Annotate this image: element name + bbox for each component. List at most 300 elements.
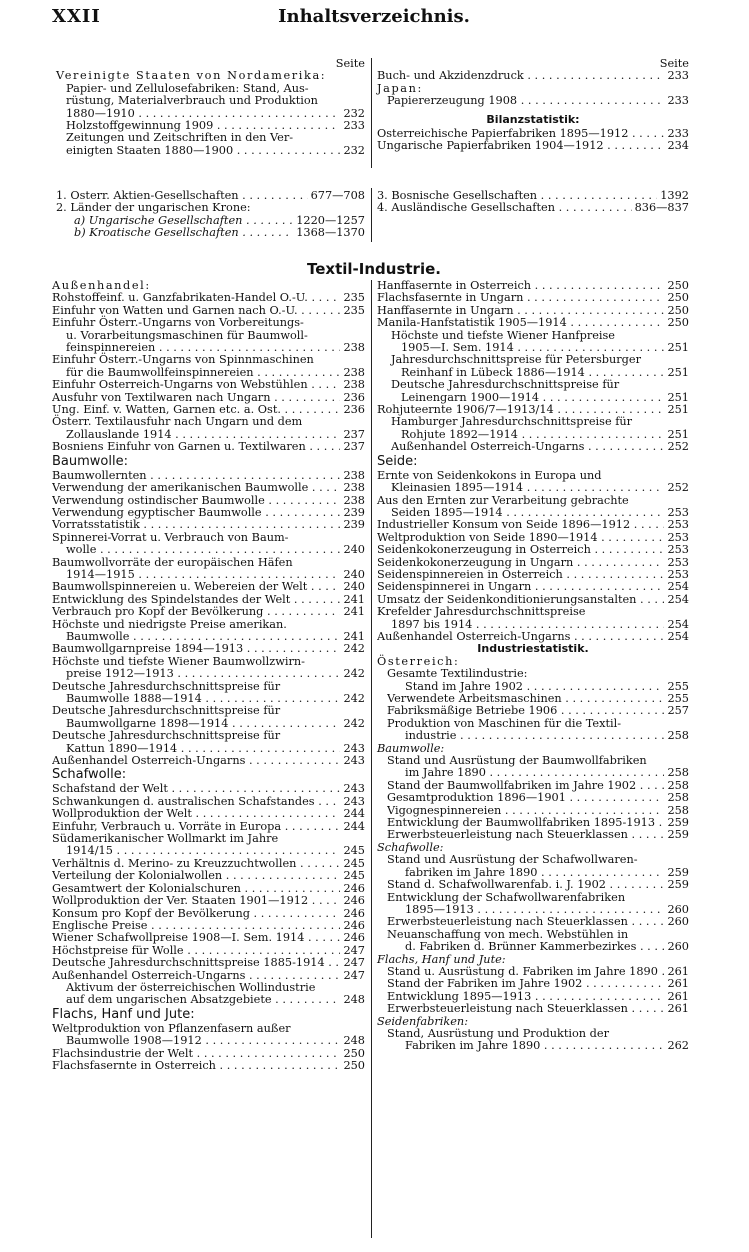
page-ref: 234 [667, 139, 689, 153]
page-ref: 255 [667, 692, 689, 705]
entry-title: Vigognespinnereien . . . [387, 805, 664, 817]
seite-label: Seite [335, 57, 365, 70]
page-number: XXII [52, 6, 101, 27]
entry-title: Ung. Einf. v. Watten, Garnen etc. a. Öst. . . . [52, 404, 340, 416]
page-ref: 260 [667, 902, 689, 916]
page-ref: 248 [343, 1034, 365, 1048]
page-ref: 257 [667, 704, 689, 718]
entry-title: feinspinnereien . . . [66, 342, 340, 354]
entry-title: für die Baumwollfeinspinnereien . . . [66, 367, 340, 379]
entry-title: Rohjuteernte 1906/7—1913/14 . . . [377, 404, 664, 416]
entry-text: Stand und Ausrüstung der Baumwollfabriken [387, 754, 647, 768]
entry-title: Einfuhr Österreich-Ungarns von Webstühlen . . . [52, 379, 340, 391]
entry-title: Rohstoffeinf. u. Ganzfabrikaten-Handel Ö.-U. . . . [52, 292, 340, 304]
page-ref: 238 [343, 493, 365, 507]
entry-title: Ungarische Papierfabriken 1904—1912 . . . [377, 140, 664, 152]
page-ref: 250 [667, 303, 689, 317]
toc-entry [52, 631, 365, 643]
page-ref: 246 [343, 894, 365, 908]
toc-entry [377, 904, 689, 916]
right-column [377, 280, 689, 1053]
entry-title: Verhältnis d. Merino- zu Kreuzzuchtwollen . . . [52, 858, 340, 870]
entry-title: Einfuhr von Watten und Garnen nach Ö.-U. . . . [52, 305, 340, 317]
toc-entry [52, 581, 365, 593]
toc-entry [52, 429, 365, 441]
page-ref: 1220—1257 [296, 213, 365, 227]
column-divider [371, 280, 372, 1238]
entry-text: Hamburger Jahresdurchschnittspreise für [391, 415, 633, 429]
toc-entry [377, 392, 689, 404]
page-ref: 242 [343, 642, 365, 656]
entry-title: Rohjute 1892—1914 . . . [401, 429, 664, 441]
page-ref: 246 [343, 931, 365, 945]
page-ref: 238 [343, 365, 365, 379]
page-ref: 246 [343, 881, 365, 895]
toc-entry [377, 693, 689, 705]
page-ref: 260 [667, 940, 689, 954]
page-ref: 245 [343, 844, 365, 858]
entry-title: Verbrauch pro Kopf der Bevölkerung . . . [52, 606, 340, 618]
page-ref: 250 [667, 279, 689, 292]
page-header [52, 6, 696, 32]
mid-right-block [377, 190, 689, 215]
page-ref: 259 [667, 816, 689, 830]
entry-title: Wollproduktion der Welt . . . [52, 808, 340, 820]
entry-title: Stand d. Schafwollwarenfab. i. J. 1902 . . . [387, 879, 664, 891]
entry-title: 4. Ausländische Gesellschaften . . . [377, 202, 632, 214]
entry-text: u. Vorarbeitungsmaschinen für Baumwoll- [66, 328, 308, 342]
page-ref: 251 [667, 341, 689, 355]
toc-entry [377, 128, 689, 140]
toc-entry [52, 945, 365, 957]
page-ref: 251 [667, 365, 689, 379]
toc-entry [377, 867, 689, 879]
toc-entry [377, 767, 689, 779]
page-ref: 235 [343, 303, 365, 317]
page-ref: 242 [343, 716, 365, 730]
entry-text: Zeitungen und Zeitschriften in den Ver- [66, 131, 294, 145]
toc-entry [52, 783, 365, 795]
entry-title: Gesamtproduktion 1896—1901 . . . [387, 792, 664, 804]
toc-entry [52, 796, 365, 808]
toc-entry [52, 1035, 365, 1047]
entry-text: Südamerikanischer Wollmarkt im Jahre [52, 832, 279, 846]
page-ref: 254 [667, 629, 689, 643]
entry-title: Kleinasien 1895—1914 . . . [391, 482, 664, 494]
toc-entry [377, 482, 689, 494]
entry-title: 1895—1913 . . . [405, 904, 664, 916]
entry-title: Weltproduktion von Seide 1890—1914 . . . [377, 532, 664, 544]
toc-entry [377, 829, 689, 841]
page-ref: 244 [343, 819, 365, 833]
toc-entry [52, 441, 365, 453]
toc-entry [52, 808, 365, 820]
entry-title: fabriken im Jahre 1890 . . . [405, 867, 664, 879]
page-ref: 261 [667, 977, 689, 991]
entry-title: Außenhandel Österreich-Ungarns . . . [377, 631, 664, 643]
page-ref: 243 [343, 782, 365, 796]
entry-text: Krefelder Jahresdurchschnittspreise [377, 605, 586, 619]
entry-title: Flachsfasernte in Österreich . . . [52, 1060, 340, 1072]
entry-title: wolle . . . [66, 544, 340, 556]
subsection-heading: Baumwolle: [52, 453, 128, 469]
seite-label: Seite [659, 57, 689, 70]
entry-title: Wiener Schafwollpreise 1908—I. Sem. 1914 . . . [52, 932, 340, 944]
page-ref: 259 [667, 878, 689, 892]
toc-entry [377, 681, 689, 693]
entry-text: Jahresdurchschnittspreise für Petersburger [391, 353, 641, 367]
toc-entry [52, 755, 365, 767]
toc-entry [52, 606, 365, 618]
entry-text: Deutsche Jahresdurchschnittspreise für [52, 679, 281, 693]
toc-entry [377, 780, 689, 792]
page-ref: 239 [343, 505, 365, 519]
toc-entry [52, 957, 365, 969]
entry-title: d. Fabriken d. Brünner Kammerbezirkes . . . [405, 941, 664, 953]
page-ref: 240 [343, 580, 365, 594]
page-ref: 247 [343, 943, 365, 957]
entry-text: Gesamte Textilindustrie: [387, 667, 528, 681]
page-ref: 233 [667, 127, 689, 141]
entry-text: Österr. Textilausfuhr nach Ungarn und dem [52, 415, 303, 429]
toc-entry [52, 1048, 365, 1060]
entry-title: industrie . . . [405, 730, 664, 742]
page-ref: 245 [343, 869, 365, 883]
entry-title: Baumwolle 1888—1914 . . . [66, 693, 340, 705]
entry-title: Schwankungen d. australischen Schafstandes . . . [52, 796, 340, 808]
left-column [52, 280, 365, 1072]
toc-entry [52, 908, 365, 920]
entry-title: Reinhanf in Lübeck 1886—1914 . . . [401, 367, 664, 379]
page-ref: 247 [343, 956, 365, 970]
category-label: Flachs, Hanf und Jute: [377, 952, 506, 966]
toc-entry [377, 581, 689, 593]
entry-title: Stand u. Ausrüstung d. Fabriken im Jahre 1890 . . . [387, 966, 664, 978]
toc-entry [377, 792, 689, 804]
entry-text: Spinnerei-Vorrat u. Verbrauch von Baum- [52, 530, 289, 544]
entry-text: rüstung, Materialverbrauch und Produktion [66, 94, 318, 108]
toc-entry [377, 619, 689, 631]
top-left-block [56, 58, 365, 157]
section-heading: Österreich: [377, 654, 460, 668]
entry-text: Aktivum der österreichischen Wollindustrie [66, 980, 316, 994]
entry-title: im Jahre 1890 . . . [405, 767, 664, 779]
page-ref: 236 [343, 390, 365, 404]
page-ref: 250 [343, 1058, 365, 1072]
entry-title: Flachsindustrie der Welt . . . [52, 1048, 340, 1060]
entry-title: Baumwollgarnpreise 1894—1913 . . . [52, 643, 340, 655]
page-ref: 232 [343, 106, 365, 120]
entry-title: a) Ungarische Gesellschaften . . . [74, 215, 293, 227]
page-ref: 237 [343, 427, 365, 441]
entry-title: Flachsfasernte in Ungarn . . . [377, 292, 664, 304]
toc-entry [377, 1040, 689, 1052]
toc-entry [377, 966, 689, 978]
page-ref: 242 [343, 667, 365, 681]
entry-title: Höchstpreise für Wolle . . . [52, 945, 340, 957]
toc-entry [52, 292, 365, 304]
entry-title: Konsum pro Kopf der Bevölkerung . . . [52, 908, 340, 920]
entry-title: Einfuhr, Verbrauch u. Vorräte in Europa . . . [52, 821, 340, 833]
entry-title: Holzstoffgewinnung 1909 . . . [66, 120, 340, 132]
page-ref: 254 [667, 580, 689, 594]
page-ref: 243 [343, 794, 365, 808]
toc-entry [52, 569, 365, 581]
page-ref: 243 [343, 741, 365, 755]
page-ref: 240 [343, 543, 365, 557]
page-ref: 238 [343, 481, 365, 495]
page-ref: 251 [667, 390, 689, 404]
entry-title: Entwicklung 1895—1913 . . . [387, 991, 664, 1003]
entry-title: Erwerbsteuerleistung nach Steuerklassen . . . [387, 829, 664, 841]
page-ref: 259 [667, 828, 689, 842]
mid-left-block [56, 190, 365, 240]
page-ref: 262 [667, 1039, 689, 1053]
entry-title: Fabriksmäßige Betriebe 1906 . . . [387, 705, 664, 717]
toc-entry [377, 805, 689, 817]
toc-entry [52, 392, 365, 404]
toc-entry [377, 429, 689, 441]
entry-title: Baumwolle . . . [66, 631, 340, 643]
entry-text: Baumwollvorräte der europäischen Häfen [52, 555, 293, 569]
entry-title: Stand der Fabriken im Jahre 1902 . . . [387, 978, 664, 990]
toc-entry [56, 145, 365, 157]
toc-entry [52, 743, 365, 755]
entry-title: b) Kroatische Gesellschaften . . . [74, 227, 293, 239]
page-ref: 252 [667, 440, 689, 454]
entry-title: 3. Bosnische Gesellschaften . . . [377, 190, 657, 202]
entry-title: Entwicklung der Baumwollfabriken 1895-1913 . . . [387, 817, 664, 829]
toc-entry [52, 643, 365, 655]
entry-title: Seidenkokonerzeugung in Ungarn . . . [377, 557, 664, 569]
page-ref: 836—837 [634, 201, 689, 215]
entry-title: Seidenspinnerei in Ungarn . . . [377, 581, 664, 593]
toc-entry [377, 730, 689, 742]
entry-title: Wollproduktion der Ver. Staaten 1901—1912 . . . [52, 895, 340, 907]
page-ref: 258 [667, 766, 689, 780]
toc-entry [377, 280, 689, 292]
toc-entry [377, 705, 689, 717]
entry-title: 1905—I. Sem. 1914 . . . [401, 342, 664, 354]
entry-title: Manila-Hanfstatistik 1905—1914 . . . [377, 317, 664, 329]
entry-text: 2. Länder der ungarischen Krone: [56, 201, 251, 215]
toc-entry [56, 227, 365, 239]
entry-title: Entwicklung des Spindelstandes der Welt . . . [52, 594, 340, 606]
entry-text: Einfuhr Österr.-Ungarns von Vorbereitungs- [52, 316, 304, 330]
toc-entry [52, 895, 365, 907]
page-ref: 677—708 [310, 189, 365, 202]
page-ref: 247 [343, 968, 365, 982]
page-ref: 253 [667, 530, 689, 544]
page-ref: 246 [343, 918, 365, 932]
toc-entry [377, 532, 689, 544]
toc-entry [52, 920, 365, 932]
toc-entry [52, 544, 365, 556]
toc-entry [377, 95, 689, 107]
page-ref: 245 [343, 856, 365, 870]
page-ref: 261 [667, 1002, 689, 1016]
entry-title: Verteilung der Kolonialwollen . . . [52, 870, 340, 882]
page-ref: 252 [667, 481, 689, 495]
entry-title: Hanffasernte in Ungarn . . . [377, 305, 664, 317]
toc-entry [377, 978, 689, 990]
subsection-heading: Seide: [377, 453, 418, 469]
page-ref: 237 [343, 440, 365, 454]
page-ref: 251 [667, 403, 689, 417]
toc-entry [377, 202, 689, 214]
column-divider [371, 58, 372, 168]
entry-title: Zollauslande 1914 . . . [66, 429, 340, 441]
toc-entry [377, 1003, 689, 1015]
toc-entry [377, 569, 689, 581]
entry-text: Aus den Ernten zur Verarbeitung gebrachte [377, 493, 629, 507]
entry-title: Seidenspinnereien in Österreich . . . [377, 569, 664, 581]
page-ref: 240 [343, 567, 365, 581]
entry-title: 1914/15 . . . [66, 845, 340, 857]
entry-title: Erwerbsteuerleistung nach Steuerklassen . . . [387, 1003, 664, 1015]
entry-title: auf dem ungarischen Absatzgebiete . . . [66, 994, 340, 1006]
toc-entry [377, 305, 689, 317]
entry-title: Englische Preise . . . [52, 920, 340, 932]
entry-title: Seiden 1895—1914 . . . [391, 507, 664, 519]
page-ref: 243 [343, 754, 365, 768]
page-ref: 235 [343, 291, 365, 305]
toc-entry [52, 858, 365, 870]
page-ref: 253 [667, 505, 689, 519]
page-ref: 253 [667, 543, 689, 557]
page-ref: 238 [343, 378, 365, 392]
toc-entry [377, 916, 689, 928]
toc-entry [52, 594, 365, 606]
subsection-heading: Industriestatistik. [477, 642, 589, 656]
column-divider [371, 188, 372, 242]
entry-text: Produktion von Maschinen für die Textil- [387, 716, 622, 730]
toc-entry [377, 941, 689, 953]
page-ref: 253 [667, 518, 689, 532]
entry-title: Stand der Baumwollfabriken im Jahre 1902 . . . [387, 780, 664, 792]
page-ref: 251 [667, 427, 689, 441]
entry-text: Deutsche Jahresdurchschnittspreise für [391, 378, 620, 392]
toc-entry [52, 994, 365, 1006]
entry-title: Stand im Jahre 1902 . . . [405, 681, 664, 693]
toc-entry [377, 70, 689, 82]
entry-title: preise 1912—1913 . . . [66, 668, 340, 680]
page-ref: 250 [667, 291, 689, 305]
page-ref: 260 [667, 915, 689, 929]
page-ref: 253 [667, 567, 689, 581]
page-ref: 255 [667, 679, 689, 693]
page-ref: 254 [667, 617, 689, 631]
entry-title: Verwendung egyptischer Baumwolle . . . [52, 507, 340, 519]
toc-entry [377, 140, 689, 152]
page-ref: 246 [343, 906, 365, 920]
page-ref: 233 [343, 119, 365, 133]
section-heading: Außenhandel: [52, 279, 151, 292]
toc-entry [52, 470, 365, 482]
entry-text: Ernte von Seidenkokons in Europa und [377, 468, 602, 482]
subsection-heading: Schafwolle: [52, 767, 127, 783]
entry-title: Deutsche Jahresdurchschnittspreise 1885-1914 . . . [52, 957, 340, 969]
entry-text: Neuanschaffung von mech. Webstühlen in [387, 927, 629, 941]
entry-title: Umsatz der Seidenkonditionierungsanstalten . . . [377, 594, 664, 606]
entry-title: Verwendung ostindischer Baumwolle . . . [52, 495, 340, 507]
toc-entry [377, 879, 689, 891]
category-label: Schafwolle: [377, 840, 444, 854]
toc-entry [377, 507, 689, 519]
entry-title: Baumwollspinnereien u. Webereien der Welt . . . [52, 581, 340, 593]
top-right-block [377, 58, 689, 153]
page-ref: 261 [667, 964, 689, 978]
entry-text: Stand, Ausrüstung und Produktion der [387, 1026, 609, 1040]
toc-entry [52, 482, 365, 494]
page-ref: 253 [667, 555, 689, 569]
entry-title: Bosniens Einfuhr von Garnen u. Textilwaren . . . [52, 441, 340, 453]
toc-entry [52, 379, 365, 391]
entry-title: 1914—1915 . . . [66, 569, 340, 581]
entry-title: Außenhandel Österreich-Ungarns . . . [52, 970, 340, 982]
entry-text: Papier- und Zellulosefabriken: Stand, Aus- [66, 81, 309, 95]
page-ref: 238 [343, 341, 365, 355]
toc-entry [377, 317, 689, 329]
toc-entry [56, 108, 365, 120]
toc-entry [52, 507, 365, 519]
entry-title: Baumwollernten . . . [52, 470, 340, 482]
entry-text: Stand und Ausrüstung der Schafwollwaren- [387, 853, 638, 867]
toc-entry [377, 557, 689, 569]
section-heading: Japan: [377, 81, 423, 95]
entry-title: Verwendung der amerikanischen Baumwolle . . . [52, 482, 340, 494]
page-ref: 258 [667, 729, 689, 743]
subsection-heading: Flachs, Hanf und Jute: [52, 1006, 195, 1022]
page-ref: 258 [667, 803, 689, 817]
entry-text: Höchste und niedrigste Preise amerikan. [52, 617, 287, 631]
page-ref: 236 [343, 403, 365, 417]
entry-text: Einfuhr Österr.-Ungarns von Spinnmaschinen [52, 353, 314, 367]
page-ref: 241 [343, 629, 365, 643]
page-ref: 238 [343, 468, 365, 482]
toc-entry [377, 817, 689, 829]
entry-title: 1. Österr. Aktien-Gesellschaften . . . [56, 190, 308, 202]
entry-title: Buch- und Akzidenzdruck . . . [377, 70, 664, 82]
entry-text: Entwicklung der Schafwollwarenfabriken [387, 890, 626, 904]
toc-entry [52, 1060, 365, 1072]
page-ref: 239 [343, 518, 365, 532]
entry-title: Baumwollgarne 1898—1914 . . . [66, 718, 340, 730]
entry-text: Höchste und tiefste Wiener Hanfpreise [391, 328, 615, 342]
page-ref: 261 [667, 989, 689, 1003]
page-ref: 241 [343, 592, 365, 606]
entry-title: Außenhandel Österreich-Ungarns . . . [391, 441, 664, 453]
toc-entry [52, 367, 365, 379]
section-heading: Vereinigte Staaten von Nordamerika: [56, 69, 327, 83]
page-ref: 250 [667, 316, 689, 330]
entry-title: Kattun 1890—1914 . . . [66, 743, 340, 755]
page-ref: 250 [343, 1046, 365, 1060]
entry-title: Außenhandel Österreich-Ungarns . . . [52, 755, 340, 767]
entry-title: 1897 bis 1914 . . . [391, 619, 664, 631]
toc-entry [52, 668, 365, 680]
page-ref: 232 [343, 143, 365, 157]
page-ref: 233 [667, 69, 689, 83]
page-ref: 242 [343, 692, 365, 705]
toc-entry [377, 519, 689, 531]
page-ref: 244 [343, 807, 365, 821]
category-label: Seidenfabriken: [377, 1014, 469, 1028]
page-ref: 259 [667, 865, 689, 879]
entry-text: Deutsche Jahresdurchschnittspreise für [52, 704, 281, 718]
entry-title: Erwerbsteuerleistung nach Steuerklassen . . . [387, 916, 664, 928]
toc-entry [377, 292, 689, 304]
